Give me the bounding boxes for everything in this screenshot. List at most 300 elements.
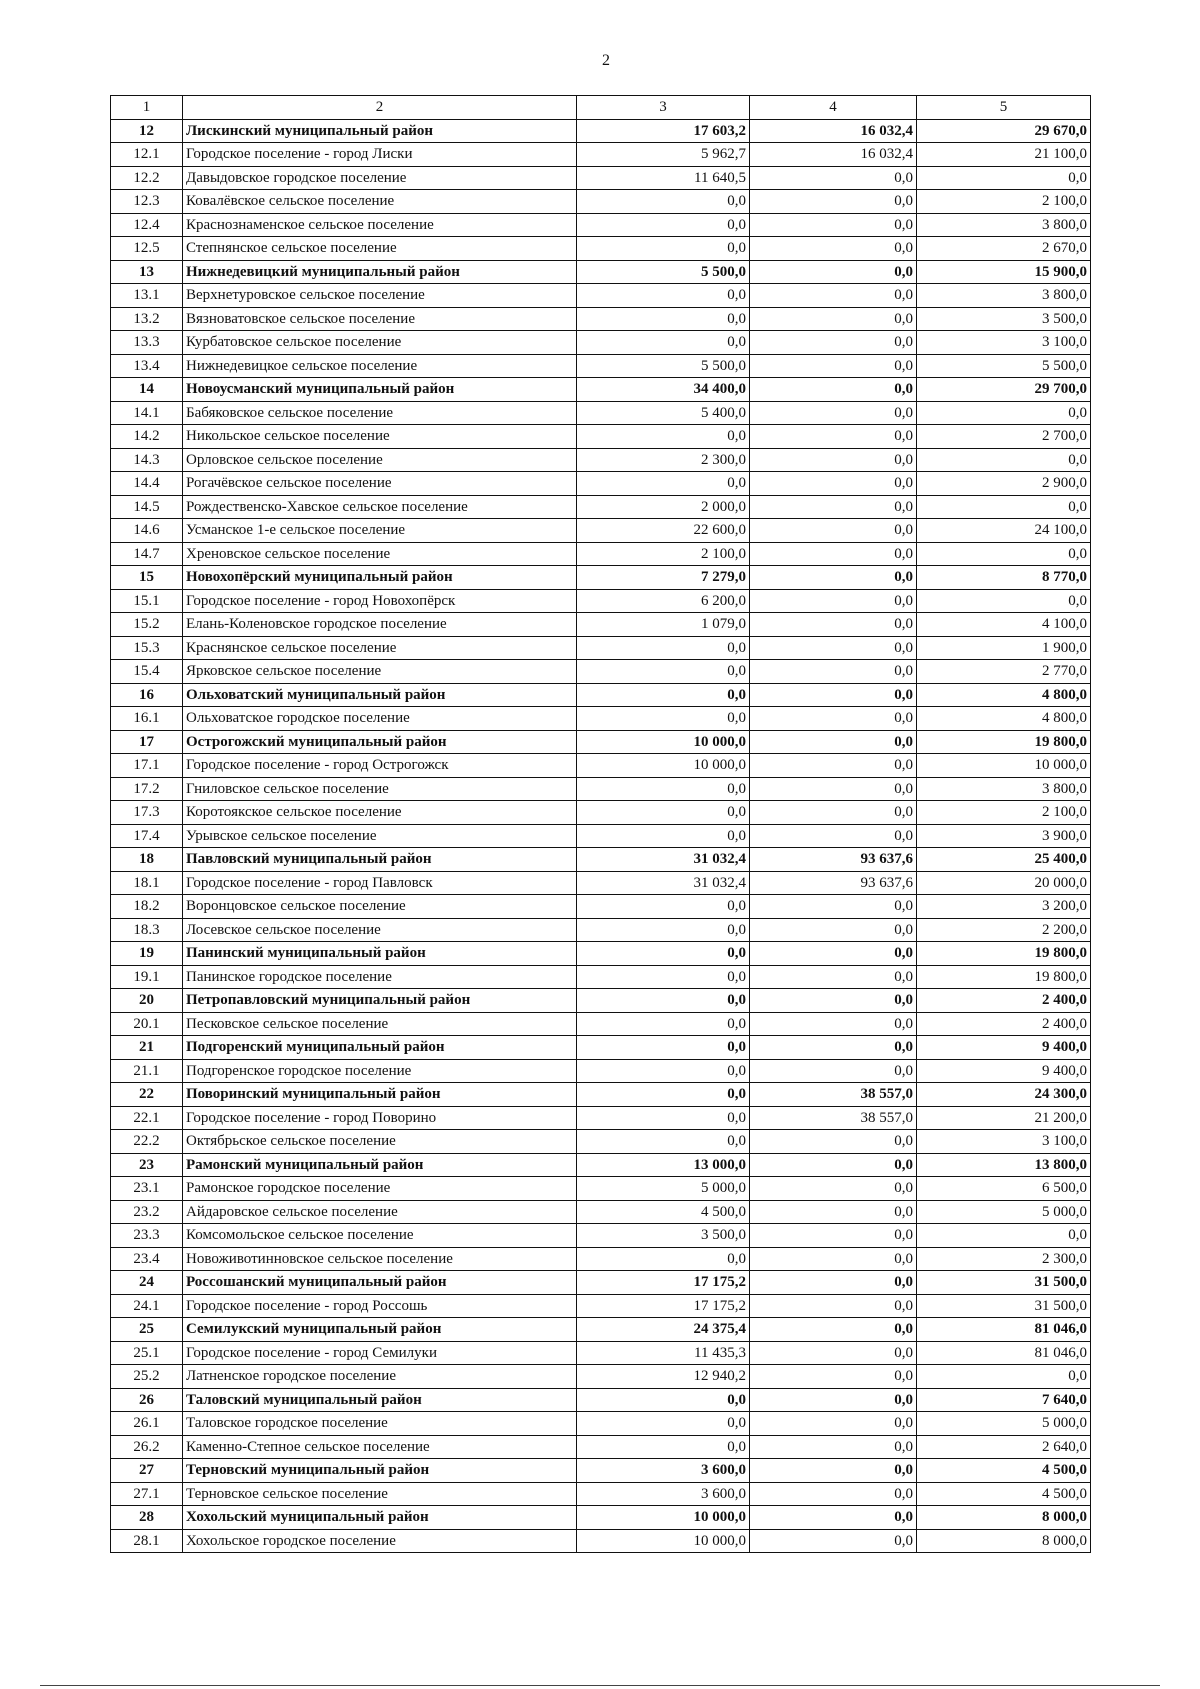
settlement-row <box>111 1012 1091 1036</box>
settlement-row <box>111 542 1091 566</box>
col3-value-cell: 0,0 <box>577 777 750 801</box>
col5-value-cell: 4 800,0 <box>917 707 1091 731</box>
col4-value-cell: 0,0 <box>750 754 917 778</box>
col4-value-cell: 0,0 <box>750 942 917 966</box>
col5-value-cell: 0,0 <box>917 495 1091 519</box>
row-name-cell: Панинский муниципальный район <box>183 942 577 966</box>
col3-value-cell: 5 400,0 <box>577 401 750 425</box>
row-number-cell: 18.2 <box>111 895 183 919</box>
col5-value-cell: 8 000,0 <box>917 1506 1091 1530</box>
district-row <box>111 378 1091 402</box>
col5-value-cell: 13 800,0 <box>917 1153 1091 1177</box>
col3-value-cell: 0,0 <box>577 284 750 308</box>
district-row <box>111 1506 1091 1530</box>
col3-value-cell: 0,0 <box>577 190 750 214</box>
col5-value-cell: 3 800,0 <box>917 213 1091 237</box>
col4-value-cell: 16 032,4 <box>750 143 917 167</box>
row-number-cell: 20.1 <box>111 1012 183 1036</box>
header-col-3: 3 <box>577 96 750 120</box>
settlement-row <box>111 824 1091 848</box>
settlement-row <box>111 707 1091 731</box>
row-name-cell: Урывское сельское поселение <box>183 824 577 848</box>
row-name-cell: Ольховатский муниципальный район <box>183 683 577 707</box>
header-col-4: 4 <box>750 96 917 120</box>
col5-value-cell: 2 100,0 <box>917 190 1091 214</box>
row-number-cell: 23.2 <box>111 1200 183 1224</box>
row-number-cell: 14.2 <box>111 425 183 449</box>
col4-value-cell: 0,0 <box>750 1271 917 1295</box>
settlement-row <box>111 918 1091 942</box>
col5-value-cell: 0,0 <box>917 448 1091 472</box>
settlement-row <box>111 754 1091 778</box>
col5-value-cell: 4 500,0 <box>917 1482 1091 1506</box>
col5-value-cell: 4 800,0 <box>917 683 1091 707</box>
row-name-cell: Рогачёвское сельское поселение <box>183 472 577 496</box>
col4-value-cell: 0,0 <box>750 1153 917 1177</box>
col4-value-cell: 0,0 <box>750 1341 917 1365</box>
bottom-divider <box>40 1685 1160 1686</box>
col5-value-cell: 31 500,0 <box>917 1271 1091 1295</box>
row-name-cell: Давыдовское городское поселение <box>183 166 577 190</box>
col4-value-cell: 0,0 <box>750 824 917 848</box>
row-number-cell: 26.1 <box>111 1412 183 1436</box>
col5-value-cell: 0,0 <box>917 1365 1091 1389</box>
col4-value-cell: 0,0 <box>750 166 917 190</box>
col3-value-cell: 12 940,2 <box>577 1365 750 1389</box>
col5-value-cell: 2 400,0 <box>917 1012 1091 1036</box>
row-name-cell: Лосевское сельское поселение <box>183 918 577 942</box>
district-row <box>111 848 1091 872</box>
row-name-cell: Орловское сельское поселение <box>183 448 577 472</box>
row-name-cell: Лискинский муниципальный район <box>183 119 577 143</box>
district-row <box>111 1153 1091 1177</box>
col3-value-cell: 10 000,0 <box>577 730 750 754</box>
col5-value-cell: 15 900,0 <box>917 260 1091 284</box>
row-name-cell: Краснянское сельское поселение <box>183 636 577 660</box>
row-name-cell: Ковалёвское сельское поселение <box>183 190 577 214</box>
row-number-cell: 12.4 <box>111 213 183 237</box>
col5-value-cell: 8 000,0 <box>917 1529 1091 1553</box>
district-row <box>111 1271 1091 1295</box>
col3-value-cell: 0,0 <box>577 1412 750 1436</box>
col4-value-cell: 0,0 <box>750 1388 917 1412</box>
col3-value-cell: 0,0 <box>577 1106 750 1130</box>
district-row <box>111 683 1091 707</box>
row-name-cell: Новоживотинновское сельское поселение <box>183 1247 577 1271</box>
row-number-cell: 12 <box>111 119 183 143</box>
district-row <box>111 942 1091 966</box>
col4-value-cell: 0,0 <box>750 213 917 237</box>
row-name-cell: Рамонское городское поселение <box>183 1177 577 1201</box>
col4-value-cell: 0,0 <box>750 472 917 496</box>
col3-value-cell: 0,0 <box>577 801 750 825</box>
district-row <box>111 1388 1091 1412</box>
row-name-cell: Терновский муниципальный район <box>183 1459 577 1483</box>
col3-value-cell: 0,0 <box>577 1083 750 1107</box>
col3-value-cell: 3 600,0 <box>577 1459 750 1483</box>
col4-value-cell: 0,0 <box>750 1435 917 1459</box>
row-number-cell: 22.1 <box>111 1106 183 1130</box>
settlement-row <box>111 1482 1091 1506</box>
col3-value-cell: 11 640,5 <box>577 166 750 190</box>
settlement-row <box>111 871 1091 895</box>
col4-value-cell: 0,0 <box>750 1036 917 1060</box>
table-body <box>111 119 1091 1553</box>
col3-value-cell: 0,0 <box>577 472 750 496</box>
district-row <box>111 1459 1091 1483</box>
settlement-row <box>111 307 1091 331</box>
col5-value-cell: 2 640,0 <box>917 1435 1091 1459</box>
row-number-cell: 25.1 <box>111 1341 183 1365</box>
col4-value-cell: 0,0 <box>750 1130 917 1154</box>
row-name-cell: Краснознаменское сельское поселение <box>183 213 577 237</box>
col5-value-cell: 1 900,0 <box>917 636 1091 660</box>
col4-value-cell: 0,0 <box>750 542 917 566</box>
row-name-cell: Новоусманский муниципальный район <box>183 378 577 402</box>
settlement-row <box>111 801 1091 825</box>
col3-value-cell: 4 500,0 <box>577 1200 750 1224</box>
col5-value-cell: 2 100,0 <box>917 801 1091 825</box>
row-number-cell: 21.1 <box>111 1059 183 1083</box>
col5-value-cell: 24 300,0 <box>917 1083 1091 1107</box>
header-col-1: 1 <box>111 96 183 120</box>
col5-value-cell: 9 400,0 <box>917 1059 1091 1083</box>
col3-value-cell: 0,0 <box>577 331 750 355</box>
col3-value-cell: 0,0 <box>577 307 750 331</box>
district-row <box>111 989 1091 1013</box>
settlement-row <box>111 589 1091 613</box>
col3-value-cell: 2 300,0 <box>577 448 750 472</box>
row-number-cell: 24 <box>111 1271 183 1295</box>
row-number-cell: 12.1 <box>111 143 183 167</box>
row-number-cell: 14.7 <box>111 542 183 566</box>
col5-value-cell: 24 100,0 <box>917 519 1091 543</box>
col4-value-cell: 0,0 <box>750 495 917 519</box>
col5-value-cell: 5 000,0 <box>917 1412 1091 1436</box>
col4-value-cell: 0,0 <box>750 660 917 684</box>
settlement-row <box>111 1106 1091 1130</box>
col4-value-cell: 0,0 <box>750 636 917 660</box>
settlement-row <box>111 166 1091 190</box>
row-number-cell: 22 <box>111 1083 183 1107</box>
row-number-cell: 24.1 <box>111 1294 183 1318</box>
row-number-cell: 12.3 <box>111 190 183 214</box>
col3-value-cell: 22 600,0 <box>577 519 750 543</box>
col3-value-cell: 31 032,4 <box>577 871 750 895</box>
row-name-cell: Терновское сельское поселение <box>183 1482 577 1506</box>
settlement-row <box>111 613 1091 637</box>
row-name-cell: Песковское сельское поселение <box>183 1012 577 1036</box>
col3-value-cell: 13 000,0 <box>577 1153 750 1177</box>
col3-value-cell: 11 435,3 <box>577 1341 750 1365</box>
col4-value-cell: 0,0 <box>750 707 917 731</box>
row-name-cell: Каменно-Степное сельское поселение <box>183 1435 577 1459</box>
budget-table-container <box>110 95 1090 1553</box>
row-name-cell: Комсомольское сельское поселение <box>183 1224 577 1248</box>
row-name-cell: Городское поселение - город Острогожск <box>183 754 577 778</box>
col3-value-cell: 3 600,0 <box>577 1482 750 1506</box>
col5-value-cell: 20 000,0 <box>917 871 1091 895</box>
row-number-cell: 26 <box>111 1388 183 1412</box>
row-number-cell: 22.2 <box>111 1130 183 1154</box>
col4-value-cell: 0,0 <box>750 1412 917 1436</box>
row-name-cell: Хохольское городское поселение <box>183 1529 577 1553</box>
row-number-cell: 15.4 <box>111 660 183 684</box>
col3-value-cell: 2 100,0 <box>577 542 750 566</box>
col4-value-cell: 38 557,0 <box>750 1083 917 1107</box>
col5-value-cell: 7 640,0 <box>917 1388 1091 1412</box>
row-name-cell: Ольховатское городское поселение <box>183 707 577 731</box>
row-number-cell: 26.2 <box>111 1435 183 1459</box>
col3-value-cell: 17 175,2 <box>577 1271 750 1295</box>
table-header <box>111 96 1091 120</box>
col3-value-cell: 0,0 <box>577 1012 750 1036</box>
col5-value-cell: 19 800,0 <box>917 942 1091 966</box>
row-number-cell: 14.1 <box>111 401 183 425</box>
col4-value-cell: 0,0 <box>750 401 917 425</box>
col5-value-cell: 31 500,0 <box>917 1294 1091 1318</box>
col4-value-cell: 38 557,0 <box>750 1106 917 1130</box>
row-name-cell: Городское поселение - город Семилуки <box>183 1341 577 1365</box>
settlement-row <box>111 190 1091 214</box>
col4-value-cell: 0,0 <box>750 730 917 754</box>
row-name-cell: Городское поселение - город Россошь <box>183 1294 577 1318</box>
row-number-cell: 14.3 <box>111 448 183 472</box>
col4-value-cell: 0,0 <box>750 965 917 989</box>
row-number-cell: 25 <box>111 1318 183 1342</box>
col5-value-cell: 4 100,0 <box>917 613 1091 637</box>
col3-value-cell: 10 000,0 <box>577 754 750 778</box>
col5-value-cell: 5 500,0 <box>917 354 1091 378</box>
settlement-row <box>111 1435 1091 1459</box>
col4-value-cell: 0,0 <box>750 425 917 449</box>
row-number-cell: 14 <box>111 378 183 402</box>
row-name-cell: Нижнедевицкое сельское поселение <box>183 354 577 378</box>
settlement-row <box>111 331 1091 355</box>
col5-value-cell: 19 800,0 <box>917 965 1091 989</box>
district-row <box>111 1036 1091 1060</box>
row-number-cell: 14.5 <box>111 495 183 519</box>
row-number-cell: 23.1 <box>111 1177 183 1201</box>
col3-value-cell: 1 079,0 <box>577 613 750 637</box>
row-number-cell: 23 <box>111 1153 183 1177</box>
settlement-row <box>111 1177 1091 1201</box>
col4-value-cell: 0,0 <box>750 801 917 825</box>
col4-value-cell: 0,0 <box>750 1529 917 1553</box>
row-name-cell: Верхнетуровское сельское поселение <box>183 284 577 308</box>
col4-value-cell: 0,0 <box>750 895 917 919</box>
col3-value-cell: 10 000,0 <box>577 1529 750 1553</box>
col4-value-cell: 0,0 <box>750 237 917 261</box>
row-name-cell: Подгоренское городское поселение <box>183 1059 577 1083</box>
col5-value-cell: 2 300,0 <box>917 1247 1091 1271</box>
settlement-row <box>111 1130 1091 1154</box>
col4-value-cell: 0,0 <box>750 589 917 613</box>
row-name-cell: Городское поселение - город Лиски <box>183 143 577 167</box>
col4-value-cell: 0,0 <box>750 1059 917 1083</box>
col3-value-cell: 0,0 <box>577 660 750 684</box>
row-number-cell: 25.2 <box>111 1365 183 1389</box>
row-name-cell: Семилукский муниципальный район <box>183 1318 577 1342</box>
row-number-cell: 13.2 <box>111 307 183 331</box>
row-number-cell: 13.1 <box>111 284 183 308</box>
row-name-cell: Рождественско-Хавское сельское поселение <box>183 495 577 519</box>
settlement-row <box>111 1224 1091 1248</box>
settlement-row <box>111 495 1091 519</box>
col4-value-cell: 0,0 <box>750 519 917 543</box>
settlement-row <box>111 1412 1091 1436</box>
row-name-cell: Поворинский муниципальный район <box>183 1083 577 1107</box>
row-number-cell: 15 <box>111 566 183 590</box>
col4-value-cell: 0,0 <box>750 683 917 707</box>
col5-value-cell: 81 046,0 <box>917 1318 1091 1342</box>
row-name-cell: Хохольский муниципальный район <box>183 1506 577 1530</box>
col5-value-cell: 9 400,0 <box>917 1036 1091 1060</box>
row-number-cell: 16.1 <box>111 707 183 731</box>
page-number: 2 <box>602 52 610 69</box>
col5-value-cell: 0,0 <box>917 589 1091 613</box>
row-name-cell: Ярковское сельское поселение <box>183 660 577 684</box>
col4-value-cell: 0,0 <box>750 190 917 214</box>
settlement-row <box>111 354 1091 378</box>
col4-value-cell: 0,0 <box>750 566 917 590</box>
row-name-cell: Петропавловский муниципальный район <box>183 989 577 1013</box>
header-col-2: 2 <box>183 96 577 120</box>
row-name-cell: Подгоренский муниципальный район <box>183 1036 577 1060</box>
col5-value-cell: 29 700,0 <box>917 378 1091 402</box>
col4-value-cell: 0,0 <box>750 284 917 308</box>
settlement-row <box>111 237 1091 261</box>
row-name-cell: Бабяковское сельское поселение <box>183 401 577 425</box>
row-number-cell: 27.1 <box>111 1482 183 1506</box>
col4-value-cell: 0,0 <box>750 777 917 801</box>
col5-value-cell: 2 200,0 <box>917 918 1091 942</box>
col3-value-cell: 0,0 <box>577 989 750 1013</box>
row-number-cell: 14.4 <box>111 472 183 496</box>
settlement-row <box>111 636 1091 660</box>
settlement-row <box>111 1200 1091 1224</box>
settlement-row <box>111 895 1091 919</box>
row-name-cell: Никольское сельское поселение <box>183 425 577 449</box>
row-number-cell: 14.6 <box>111 519 183 543</box>
col5-value-cell: 10 000,0 <box>917 754 1091 778</box>
col5-value-cell: 3 800,0 <box>917 284 1091 308</box>
budget-table <box>110 95 1091 1553</box>
col4-value-cell: 0,0 <box>750 1012 917 1036</box>
col3-value-cell: 0,0 <box>577 824 750 848</box>
col5-value-cell: 2 770,0 <box>917 660 1091 684</box>
district-row <box>111 1318 1091 1342</box>
row-name-cell: Нижнедевицкий муниципальный район <box>183 260 577 284</box>
settlement-row <box>111 777 1091 801</box>
col5-value-cell: 3 800,0 <box>917 777 1091 801</box>
col3-value-cell: 0,0 <box>577 707 750 731</box>
settlement-row <box>111 1341 1091 1365</box>
district-row <box>111 119 1091 143</box>
col5-value-cell: 21 100,0 <box>917 143 1091 167</box>
row-name-cell: Усманское 1-е сельское поселение <box>183 519 577 543</box>
col3-value-cell: 0,0 <box>577 237 750 261</box>
row-number-cell: 27 <box>111 1459 183 1483</box>
row-number-cell: 16 <box>111 683 183 707</box>
row-name-cell: Таловский муниципальный район <box>183 1388 577 1412</box>
settlement-row <box>111 284 1091 308</box>
col3-value-cell: 5 500,0 <box>577 354 750 378</box>
district-row <box>111 1083 1091 1107</box>
row-name-cell: Россошанский муниципальный район <box>183 1271 577 1295</box>
col4-value-cell: 0,0 <box>750 260 917 284</box>
row-number-cell: 20 <box>111 989 183 1013</box>
row-name-cell: Вязноватовское сельское поселение <box>183 307 577 331</box>
row-name-cell: Воронцовское сельское поселение <box>183 895 577 919</box>
col3-value-cell: 34 400,0 <box>577 378 750 402</box>
row-name-cell: Рамонский муниципальный район <box>183 1153 577 1177</box>
col4-value-cell: 0,0 <box>750 918 917 942</box>
row-number-cell: 15.1 <box>111 589 183 613</box>
row-name-cell: Курбатовское сельское поселение <box>183 331 577 355</box>
row-name-cell: Городское поселение - город Павловск <box>183 871 577 895</box>
col3-value-cell: 17 175,2 <box>577 1294 750 1318</box>
col4-value-cell: 0,0 <box>750 307 917 331</box>
col3-value-cell: 31 032,4 <box>577 848 750 872</box>
row-name-cell: Новохопёрский муниципальный район <box>183 566 577 590</box>
row-number-cell: 28 <box>111 1506 183 1530</box>
row-number-cell: 15.3 <box>111 636 183 660</box>
col5-value-cell: 3 200,0 <box>917 895 1091 919</box>
col4-value-cell: 0,0 <box>750 1294 917 1318</box>
col4-value-cell: 0,0 <box>750 613 917 637</box>
row-number-cell: 15.2 <box>111 613 183 637</box>
district-row <box>111 566 1091 590</box>
col3-value-cell: 5 500,0 <box>577 260 750 284</box>
col5-value-cell: 5 000,0 <box>917 1200 1091 1224</box>
row-name-cell: Латненское городское поселение <box>183 1365 577 1389</box>
row-number-cell: 17.2 <box>111 777 183 801</box>
header-row <box>111 96 1091 120</box>
col4-value-cell: 0,0 <box>750 1177 917 1201</box>
col4-value-cell: 0,0 <box>750 1318 917 1342</box>
row-name-cell: Гниловское сельское поселение <box>183 777 577 801</box>
row-number-cell: 28.1 <box>111 1529 183 1553</box>
settlement-row <box>111 213 1091 237</box>
col3-value-cell: 5 000,0 <box>577 1177 750 1201</box>
col3-value-cell: 0,0 <box>577 895 750 919</box>
row-number-cell: 18.1 <box>111 871 183 895</box>
row-number-cell: 19 <box>111 942 183 966</box>
row-name-cell: Степнянское сельское поселение <box>183 237 577 261</box>
col5-value-cell: 2 700,0 <box>917 425 1091 449</box>
col3-value-cell: 0,0 <box>577 1036 750 1060</box>
col4-value-cell: 0,0 <box>750 1247 917 1271</box>
row-number-cell: 23.4 <box>111 1247 183 1271</box>
col3-value-cell: 0,0 <box>577 1435 750 1459</box>
row-name-cell: Городское поселение - город Поворино <box>183 1106 577 1130</box>
col4-value-cell: 0,0 <box>750 1365 917 1389</box>
col5-value-cell: 0,0 <box>917 542 1091 566</box>
col4-value-cell: 0,0 <box>750 1200 917 1224</box>
col3-value-cell: 0,0 <box>577 1388 750 1412</box>
col5-value-cell: 6 500,0 <box>917 1177 1091 1201</box>
col4-value-cell: 16 032,4 <box>750 119 917 143</box>
settlement-row <box>111 401 1091 425</box>
col5-value-cell: 3 500,0 <box>917 307 1091 331</box>
row-number-cell: 19.1 <box>111 965 183 989</box>
col3-value-cell: 0,0 <box>577 213 750 237</box>
row-number-cell: 17.3 <box>111 801 183 825</box>
col5-value-cell: 2 670,0 <box>917 237 1091 261</box>
settlement-row <box>111 519 1091 543</box>
row-number-cell: 21 <box>111 1036 183 1060</box>
